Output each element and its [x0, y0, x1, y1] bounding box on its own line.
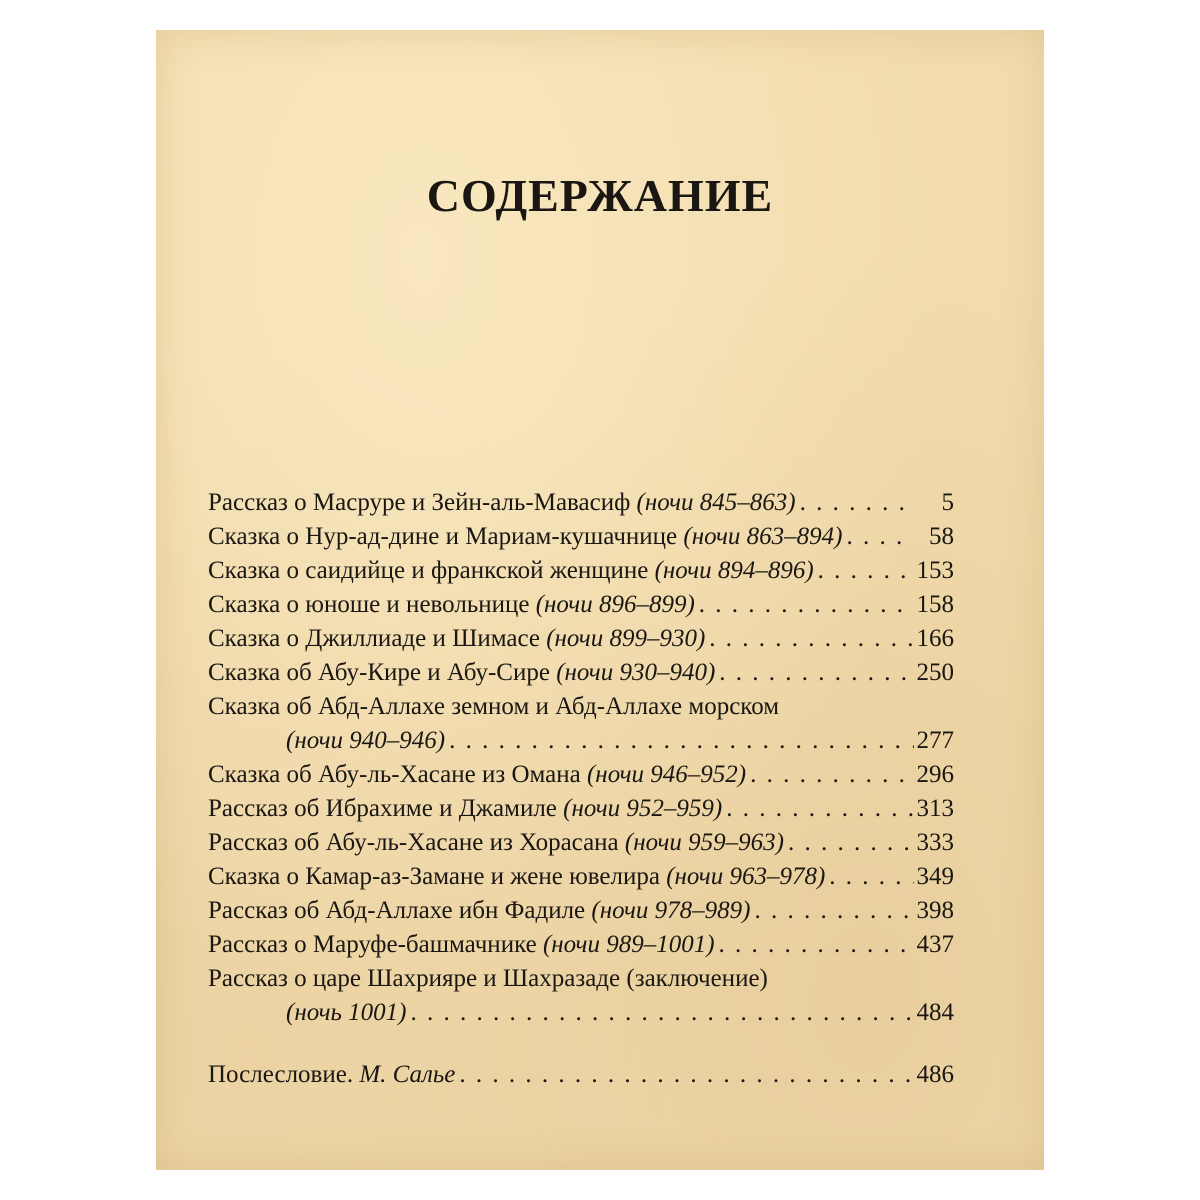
book-page: [156, 30, 1044, 1170]
leader-dots: [842, 520, 914, 554]
entry-title: Рассказ о Масруре и Зейн-аль-Мавасиф: [208, 489, 631, 516]
entry-title: Сказка о Камар-аз-Замане и жене ювелира: [208, 863, 660, 890]
entry-nights: (ночь 1001): [286, 999, 407, 1026]
entry-page: 333: [916, 829, 954, 856]
entry-nights: (ночи 959–963): [624, 829, 785, 856]
leader-dots: [746, 758, 914, 792]
afterword-author: М. Салье: [359, 1061, 456, 1088]
entry-page: 166: [916, 625, 954, 652]
toc-entry-continuation: [208, 996, 954, 1030]
entry-title: Сказка о юноше и невольнице: [208, 591, 530, 618]
entry-page: 484: [916, 999, 954, 1026]
leader-dots: [796, 486, 914, 520]
toc-entry: [208, 792, 954, 826]
entry-page: 296: [916, 761, 954, 788]
leader-dots: [751, 894, 915, 928]
entry-page: 58: [929, 523, 954, 550]
entry-title: Сказка о Джиллиаде и Шимасе: [208, 625, 540, 652]
entry-title: Рассказ о Маруфе-башмачнике: [208, 931, 537, 958]
toc-entry: [208, 758, 954, 792]
toc-entry: [208, 690, 954, 724]
entry-nights: (ночи 952–959): [563, 795, 723, 822]
entry-nights: (ночи 930–940): [556, 659, 716, 686]
leader-dots: [722, 792, 914, 826]
toc-entry: [208, 520, 954, 554]
entry-title: Рассказ о царе Шахрияре и Шахразаде (заключение): [208, 965, 768, 992]
leader-dots: [445, 724, 914, 758]
entry-title: Сказка о Нур-ад-дине и Мариам-кушачнице: [208, 523, 678, 550]
toc-entry: [208, 860, 954, 894]
entry-nights: (ночи 940–946): [286, 727, 446, 754]
entry-title: Рассказ об Абд-Аллахе ибн Фадиле: [208, 897, 586, 924]
entry-page: 250: [916, 659, 954, 686]
entry-nights: (ночи 946–952): [586, 761, 747, 788]
toc-afterword: [208, 1058, 954, 1092]
entry-nights: (ночи 894–896): [654, 557, 814, 584]
entry-page: 5: [941, 489, 954, 516]
entry-nights: (ночи 896–899): [535, 591, 695, 618]
page-title: СОДЕРЖАНИЕ: [426, 170, 774, 221]
entry-title: Рассказ об Абу-ль-Хасане из Хорасана: [208, 829, 619, 856]
toc-entry: [208, 826, 954, 860]
entry-page: 153: [916, 557, 954, 584]
entry-title: Сказка об Абд-Аллахе земном и Абд-Аллахе морском: [208, 693, 780, 720]
toc-entry: [208, 656, 954, 690]
entry-page: 349: [916, 863, 954, 890]
toc-entry: [208, 622, 954, 656]
entry-title: Рассказ об Ибрахиме и Джамиле: [208, 795, 557, 822]
entry-nights: (ночи 978–989): [591, 897, 751, 924]
entry-title: Сказка об Абу-ль-Хасане из Омана: [208, 761, 581, 788]
leader-dots: [705, 622, 914, 656]
entry-page: 158: [916, 591, 954, 618]
entry-nights: (ночи 963–978): [666, 863, 826, 890]
entry-page: 277: [916, 727, 954, 754]
toc-entry: [208, 894, 954, 928]
entry-title: Сказка об Абу-Кире и Абу-Сире: [208, 659, 550, 686]
leader-dots: [814, 554, 914, 588]
toc-entry-continuation: [208, 724, 954, 758]
table-of-contents: [208, 486, 954, 1092]
toc-entry: [208, 962, 954, 996]
toc-entry: [208, 588, 954, 622]
afterword-title: Послесловие.: [208, 1061, 354, 1088]
toc-entry: [208, 554, 954, 588]
leader-dots: [784, 826, 914, 860]
entry-nights: (ночи 863–894): [683, 523, 843, 550]
toc-entry: [208, 928, 954, 962]
entry-nights: (ночи 899–930): [546, 625, 706, 652]
leader-dots: [715, 928, 914, 962]
entry-page: 437: [916, 931, 954, 958]
leader-dots: [406, 996, 914, 1030]
entry-nights: (ночи 845–863): [636, 489, 796, 516]
toc-entry: [208, 486, 954, 520]
afterword-page: 486: [916, 1061, 954, 1088]
entry-page: 398: [916, 897, 954, 924]
entry-title: Сказка о саидийце и франкской женщине: [208, 557, 649, 584]
entry-page: 313: [916, 795, 954, 822]
leader-dots: [695, 588, 914, 622]
entry-nights: (ночи 989–1001): [542, 931, 715, 958]
leader-dots: [715, 656, 914, 690]
leader-dots: [455, 1058, 914, 1092]
leader-dots: [825, 860, 914, 894]
